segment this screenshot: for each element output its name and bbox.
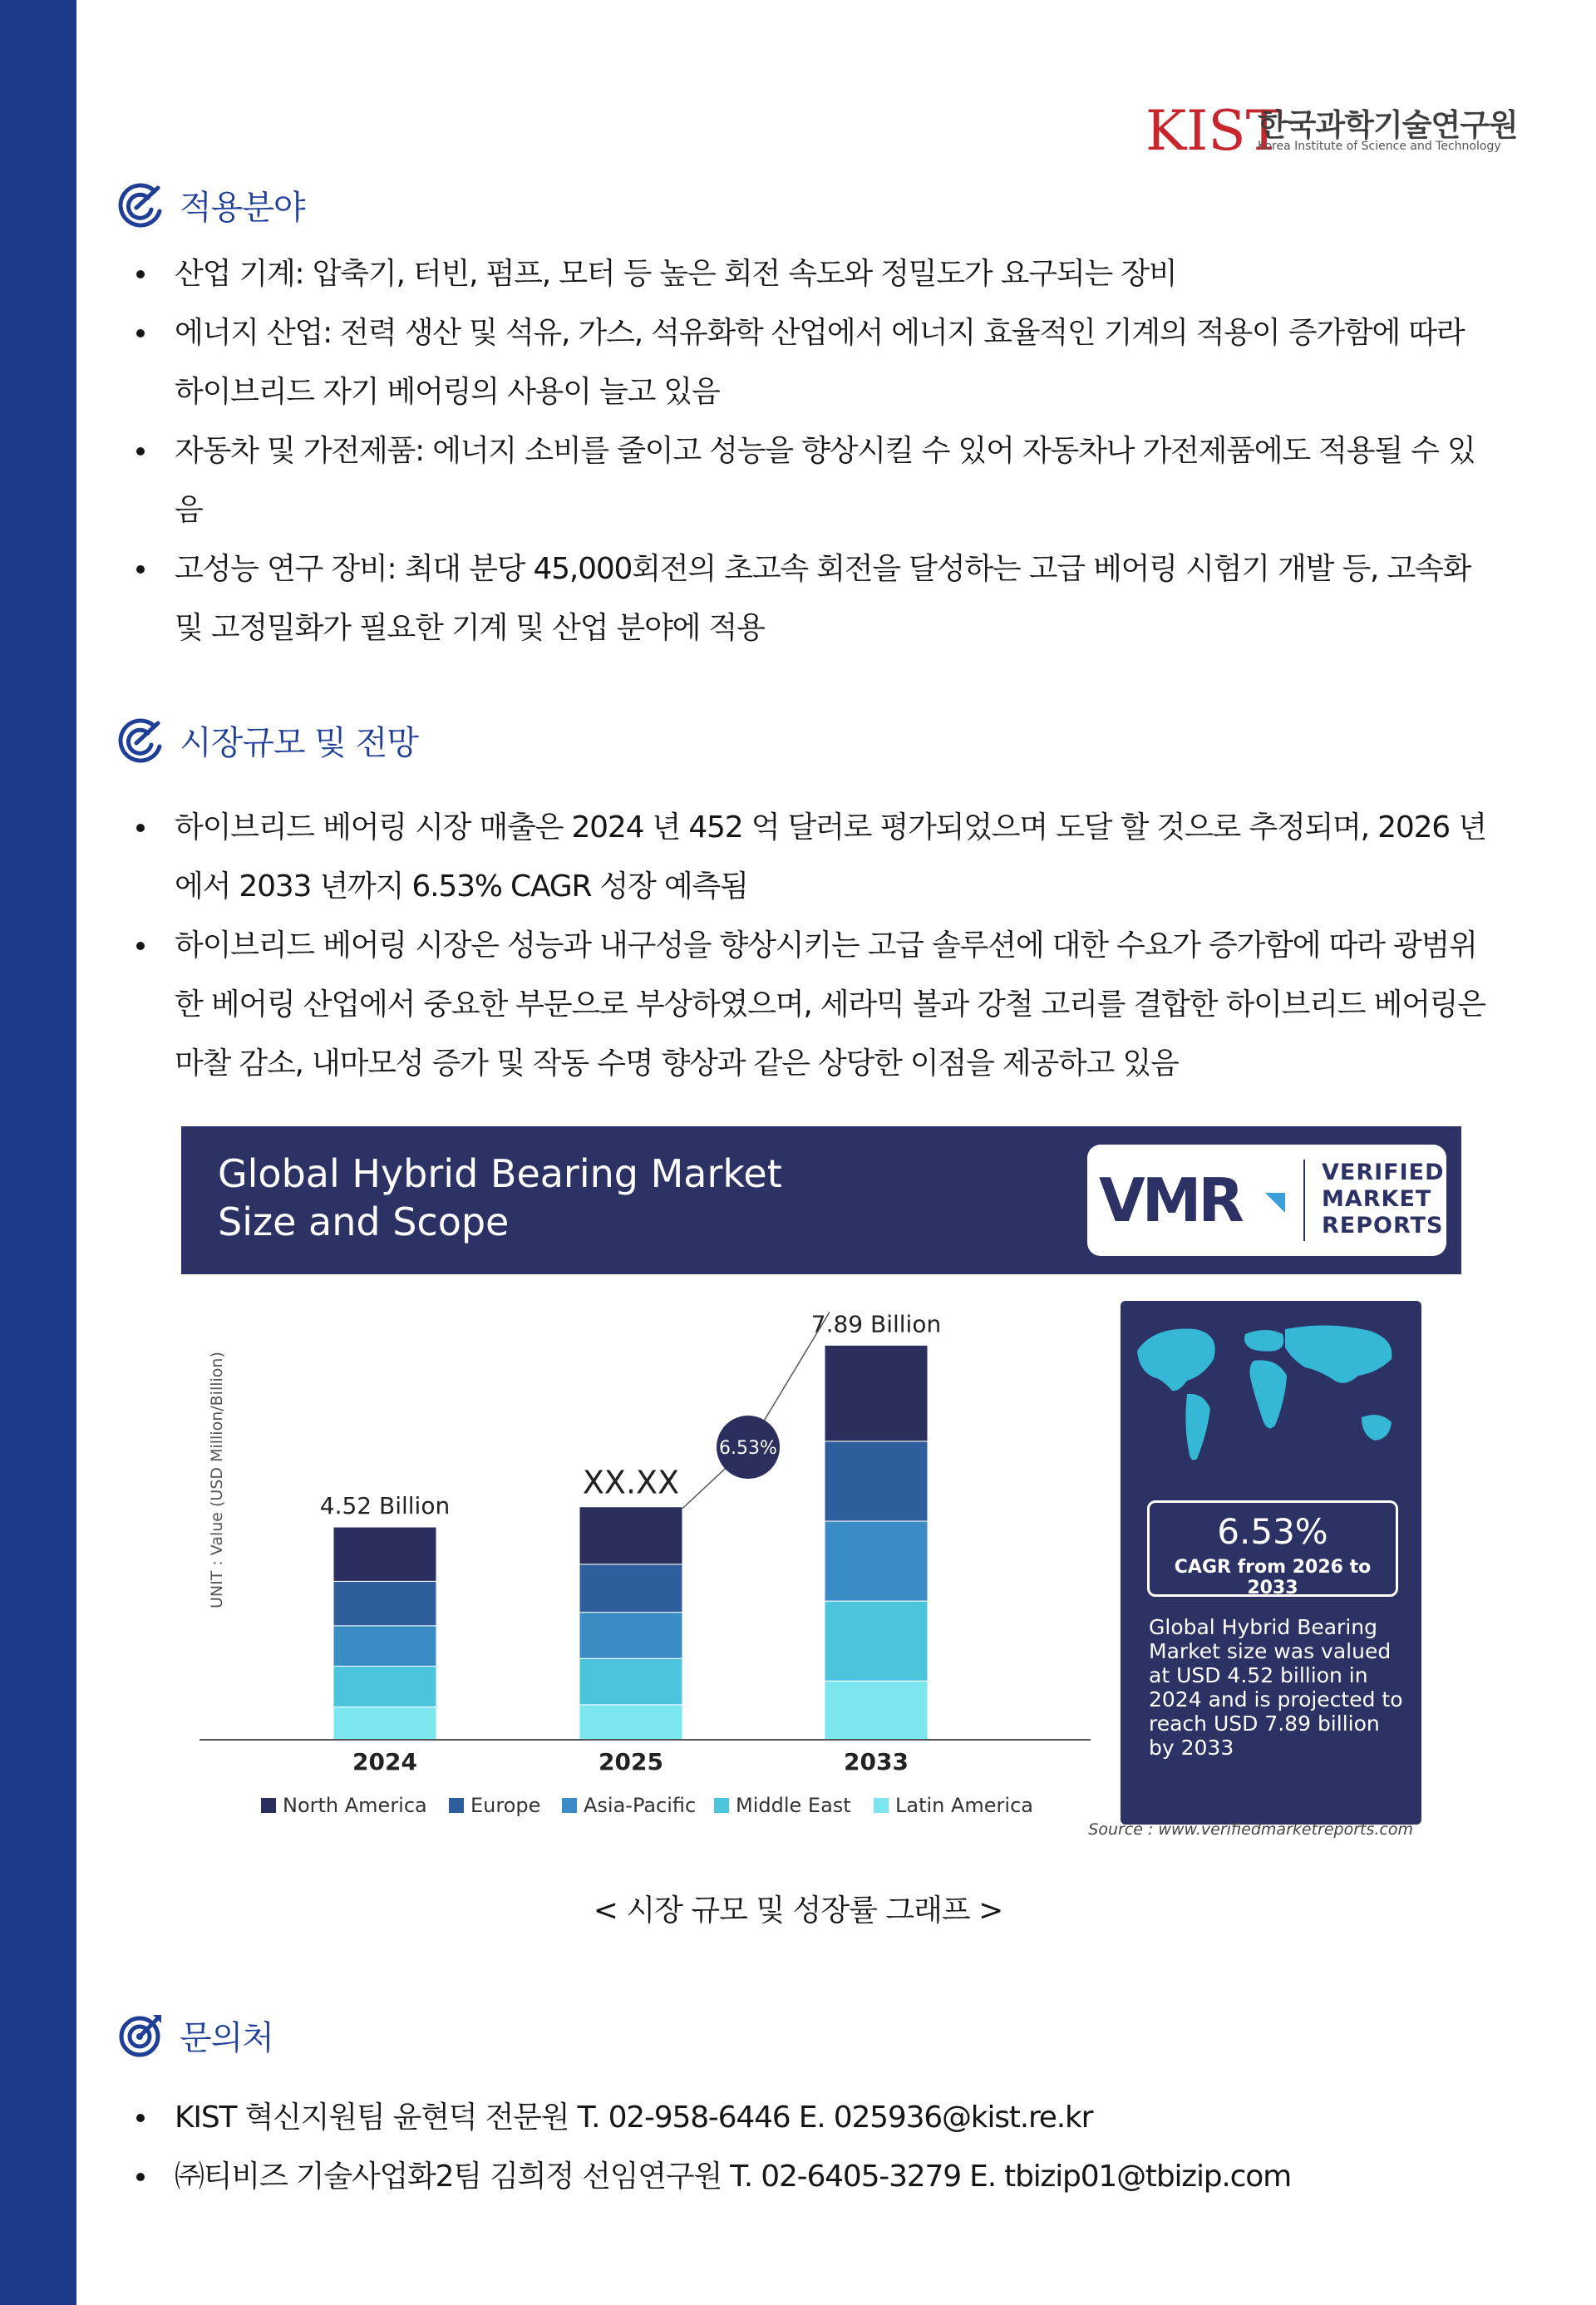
figure-caption: < 시장 규모 및 성장률 그래프 > [593,1894,1003,1928]
section-market-heading [116,715,418,765]
list-item: ㈜티비즈 기술사업화2팀 김희정 선임연구원 T. 02-6405-3279 E. tbizip01@tbizip.com [133,2147,1496,2206]
legend-swatch [449,1798,464,1813]
cagr-label: CAGR from 2026 to 2033 [1174,1557,1372,1598]
legend-label: Europe [470,1794,541,1817]
section-title: 문의처 [180,2018,273,2057]
section-title: 적용분야 [180,188,305,227]
legend-label: North America [283,1794,427,1817]
bar-segment [825,1681,928,1740]
legend-label: Latin America [895,1794,1033,1817]
list-item: 고성능 연구 장비: 최대 분당 45,000회전의 초고속 회전을 달성하는 고급 베어링 시험기 개발 등, 고속화 및 고정밀화가 필요한 기계 및 산업 분야에 적용 [133,539,1496,658]
world-map-icon [1121,1301,1421,1484]
legend-swatch [714,1798,729,1813]
bar-segment [333,1707,436,1740]
logo-name-korean: 한국과학기술연구원 [1258,107,1518,143]
cagr-value: 6.53% [1217,1511,1328,1552]
summary-panel [1121,1301,1421,1825]
market-list [133,798,1496,1093]
kist-logo [1145,83,1518,175]
logo-name-english: Korea Institute of Science and Technology [1258,140,1501,153]
legend-swatch [562,1798,577,1813]
bar-segment [333,1527,436,1581]
list-item: KIST 혁신지원팀 윤현덕 전문원 T. 02-958-6446 E. 025936@kist.re.kr [133,2088,1496,2147]
section-title: 시장규모 및 전망 [180,723,418,762]
kist-logo-mark [1145,83,1283,175]
bar-segment [579,1705,682,1740]
bar-segment [579,1507,682,1564]
target-arrow-icon [116,2012,163,2058]
application-list [133,244,1496,658]
bar-segment [579,1564,682,1613]
bar-segment [825,1601,928,1681]
source-note: Source : www.verifiedmarketreports.com [1088,1820,1413,1839]
kist-logo-letters: KIST [1145,99,1283,163]
infographic-title: Global Hybrid Bearing Market Size and Scope [218,1151,782,1244]
growth-badge-label: 6.53% [719,1438,777,1459]
list-item: 하이브리드 베어링 시장은 성능과 내구성을 향상시키는 고급 솔루션에 대한 수요가 증가함에 따라 광범위한 베어링 산업에서 중요한 부문으로 부상하였으며, 세라믹 볼과 강철 고리를 결합한 하이브리드 베어링은 마찰 감소, 내마모성 증가 및 작동 수명 향상과 같은 상당한 이점을 제공하고 있음 [133,916,1496,1093]
target-icon [116,717,163,763]
cagr-box [1147,1500,1398,1597]
legend-label: Middle East [736,1794,851,1817]
market-description: Global Hybrid Bearing Market size was valued at USD 4.52 billion in 2024 and is projected to reach USD 7.89 billion by 2033 [1149,1615,1403,1760]
list-item: 자동차 및 가전제품: 에너지 소비를 줄이고 성능을 향상시킬 수 있어 자동차나 가전제품에도 적용될 수 있음 [133,421,1496,539]
list-item: 하이브리드 베어링 시장 매출은 2024 년 452 억 달러로 평가되었으며 도달 할 것으로 추정되며, 2026 년에서 2033 년까지 6.53% CAGR 성장 예측됨 [133,798,1496,916]
bar-value-label: 4.52 Billion [319,1492,451,1520]
bar-segment [333,1626,436,1667]
bar-value-label: 7.89 Billion [810,1310,942,1338]
section-application-heading [116,180,305,229]
bar-segment [825,1521,928,1601]
bar-segment [333,1581,436,1625]
section-contact-heading [116,2010,273,2060]
bar-segment [825,1441,928,1521]
x-tick-label: 2033 [844,1748,909,1776]
x-tick-label: 2024 [352,1748,417,1776]
bar-segment [825,1345,928,1441]
y-axis-label: UNIT : Value (USD Million/Billion) [208,1352,226,1608]
legend-label: Asia-Pacific [584,1794,697,1817]
svg-text:VMR: VMR [1099,1165,1241,1235]
list-item: 에너지 산업: 전력 생산 및 석유, 가스, 석유화학 산업에서 에너지 효율적인 기계의 적용이 증가함에 따라 하이브리드 자기 베어링의 사용이 늘고 있음 [133,303,1496,421]
bar-segment [579,1613,682,1659]
left-sidebar-bar [0,0,76,2305]
bar-segment [333,1666,436,1707]
legend-swatch [874,1798,889,1813]
legend-swatch [261,1798,276,1813]
list-item: 산업 기계: 압축기, 터빈, 펌프, 모터 등 높은 회전 속도와 정밀도가 요구되는 장비 [133,244,1496,303]
bar-segment [579,1658,682,1705]
contact-list [133,2088,1496,2206]
vmr-brand-text: VERIFIED MARKET REPORTS [1322,1160,1445,1239]
target-icon [116,181,163,228]
market-infographic [181,1126,1461,1849]
bar-value-label: XX.XX [582,1464,680,1501]
x-tick-label: 2025 [598,1748,663,1776]
